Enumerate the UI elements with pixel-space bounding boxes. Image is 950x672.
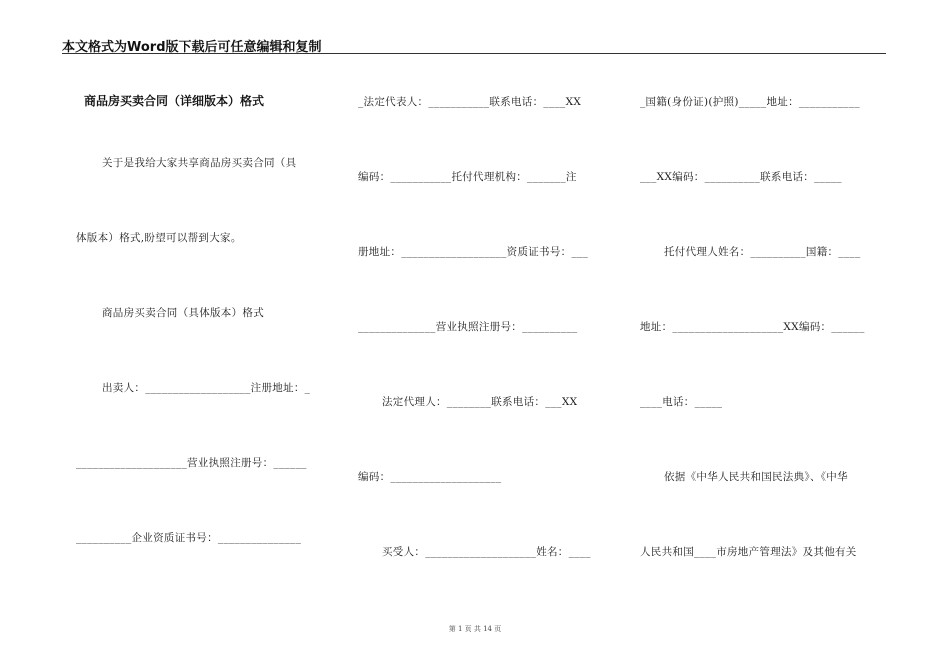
body-line: 关于是我给大家共享商品房买卖合同（具 (102, 157, 297, 169)
body-line: 出卖人：___________________注册地址：_ (102, 382, 311, 394)
body-line: _法定代表人：___________联系电话：____XX (358, 96, 582, 108)
body-line: _国籍(身份证)(护照)_____地址：___________ (640, 96, 860, 108)
body-line: 买受人：____________________姓名：____ (382, 546, 591, 558)
text-column-2 (358, 0, 608, 672)
body-line: ___XX编码：__________联系电话：_____ (640, 171, 842, 183)
document-title: 商品房买卖合同（详细版本）格式 (84, 94, 265, 108)
body-line: 体版本）格式,盼望可以帮到大家。 (76, 232, 242, 244)
page-number: 第 1 页 共 14 页 (448, 625, 502, 633)
body-line: 地址：____________________XX编码：______ (640, 321, 865, 333)
page-header: 本文格式为Word版下载后可任意编辑和复制 (62, 40, 322, 55)
body-line: ______________营业执照注册号：__________ (358, 321, 578, 333)
body-line: 人民共和国____市房地产管理法》及其他有关 (640, 546, 857, 558)
body-line: 商品房买卖合同（具体版本）格式 (102, 307, 264, 319)
body-line: ____________________营业执照注册号：______ (76, 457, 307, 469)
body-line: 法定代理人：________联系电话：___XX (382, 396, 578, 408)
body-line: ____电话：_____ (640, 396, 723, 408)
text-column-1 (76, 0, 326, 672)
body-line: 编码：___________托付代理机构：_______注 (358, 171, 577, 183)
body-line: 册地址：___________________资质证书号：___ (358, 246, 589, 258)
body-line: 依据《中华人民共和国民法典》、《中华 (664, 471, 848, 483)
body-line: 编码：____________________ (358, 471, 502, 483)
text-column-3 (640, 0, 890, 672)
body-line: 托付代理人姓名：__________国籍：____ (664, 246, 861, 258)
body-line: __________企业资质证书号：_______________ (76, 532, 302, 544)
